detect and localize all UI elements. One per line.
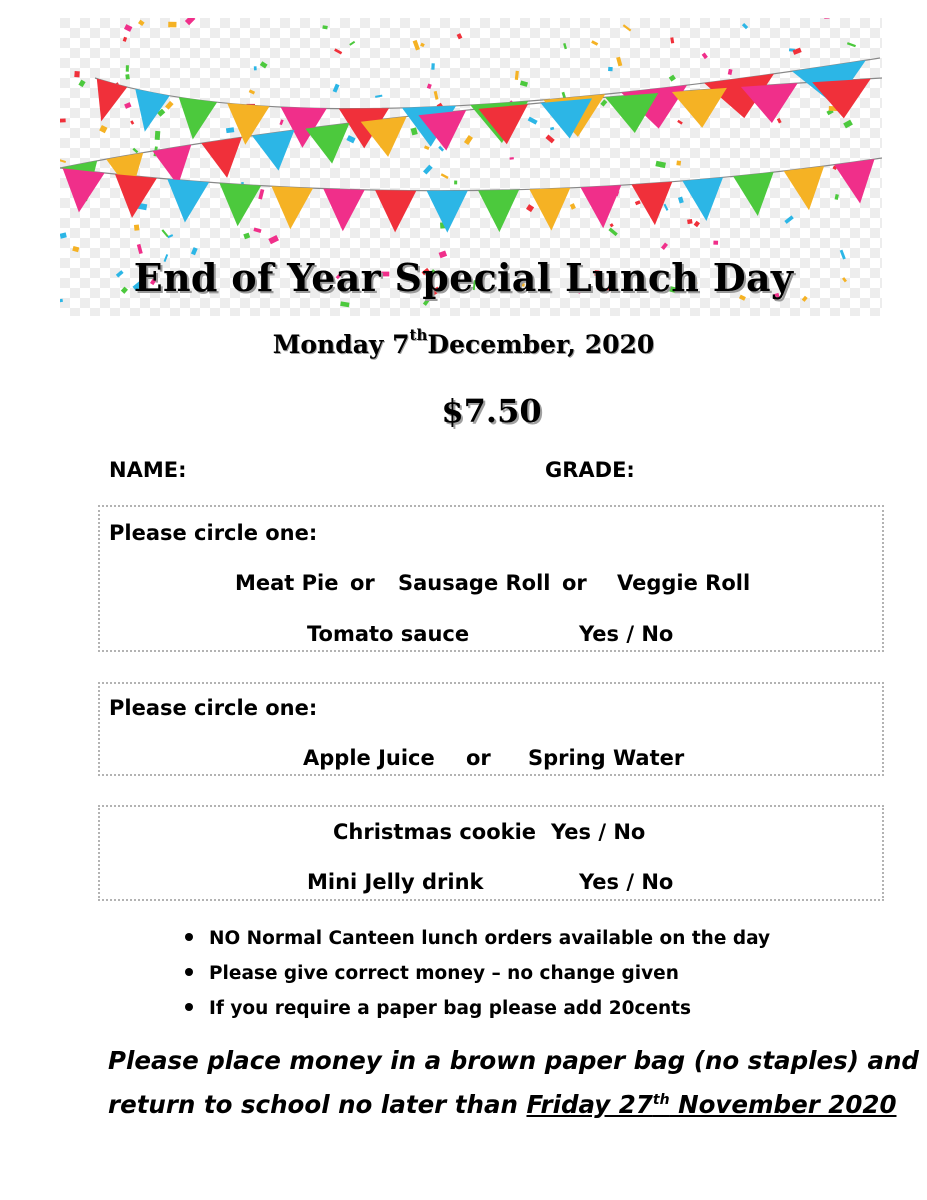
or-text: or	[466, 746, 491, 770]
date-month-year: December, 2020	[427, 330, 655, 359]
page-title: End of Year Special Lunch Day	[133, 255, 794, 300]
confetti-piece	[713, 241, 718, 245]
option-spring-water[interactable]: Spring Water	[528, 746, 685, 770]
confetti-piece	[454, 181, 457, 185]
confetti-piece	[509, 157, 513, 160]
confetti-piece	[134, 225, 139, 231]
mini-jelly-label: Mini Jelly drink	[307, 870, 484, 894]
confetti-piece	[676, 160, 681, 165]
price: $7.50	[441, 392, 542, 430]
confetti-piece	[254, 66, 257, 70]
instruction-line-1: Please place money in a brown paper bag (no staples) and	[108, 1046, 919, 1075]
deadline	[526, 1090, 896, 1119]
date-weekday: Monday 7	[272, 330, 410, 359]
option-veggie-roll[interactable]: Veggie Roll	[617, 571, 751, 595]
confetti-piece	[155, 131, 161, 140]
notes-list	[185, 927, 770, 1032]
or-text: or	[350, 571, 375, 595]
event-date	[0, 326, 927, 359]
confetti-piece	[687, 219, 693, 224]
christmas-cookie-choice[interactable]: Yes / No	[551, 820, 646, 844]
list-item	[185, 997, 770, 1032]
or-text: or	[562, 571, 587, 595]
food-instruction: Please circle one:	[109, 521, 318, 545]
list-item	[185, 962, 770, 997]
tomato-sauce-label: Tomato sauce	[307, 622, 470, 646]
bullet-icon	[185, 1003, 193, 1011]
name-label: NAME:	[109, 458, 187, 482]
confetti-piece	[125, 74, 129, 79]
tomato-sauce-choice[interactable]: Yes / No	[579, 622, 674, 646]
drink-instruction: Please circle one:	[109, 696, 318, 720]
instruction-line-2	[108, 1090, 897, 1119]
deadline-suffix: th	[652, 1091, 670, 1108]
option-sausage-roll[interactable]: Sausage Roll	[398, 571, 551, 595]
confetti-piece	[431, 63, 435, 70]
deadline-month-year: November 2020	[669, 1090, 897, 1119]
list-item	[185, 927, 770, 962]
bullet-icon	[185, 968, 193, 976]
deadline-day: Friday 27	[526, 1090, 653, 1119]
confetti-piece	[168, 22, 176, 28]
confetti-piece	[608, 67, 613, 71]
christmas-cookie-label: Christmas cookie	[333, 820, 537, 844]
instruction-line-2-prefix: return to school no later than	[108, 1090, 527, 1119]
note-text: Please give correct money – no change given	[209, 963, 679, 984]
note-text: If you require a paper bag please add 20cents	[209, 998, 692, 1019]
option-meat-pie[interactable]: Meat Pie	[235, 571, 339, 595]
note-text: NO Normal Canteen lunch orders available on the day	[209, 928, 771, 949]
confetti-piece	[126, 65, 129, 71]
date-suffix: th	[409, 326, 428, 344]
grade-label: GRADE:	[545, 458, 635, 482]
mini-jelly-choice[interactable]: Yes / No	[579, 870, 674, 894]
confetti-piece	[60, 119, 66, 123]
bullet-icon	[185, 933, 193, 941]
option-apple-juice[interactable]: Apple Juice	[303, 746, 435, 770]
confetti-piece	[74, 71, 80, 77]
